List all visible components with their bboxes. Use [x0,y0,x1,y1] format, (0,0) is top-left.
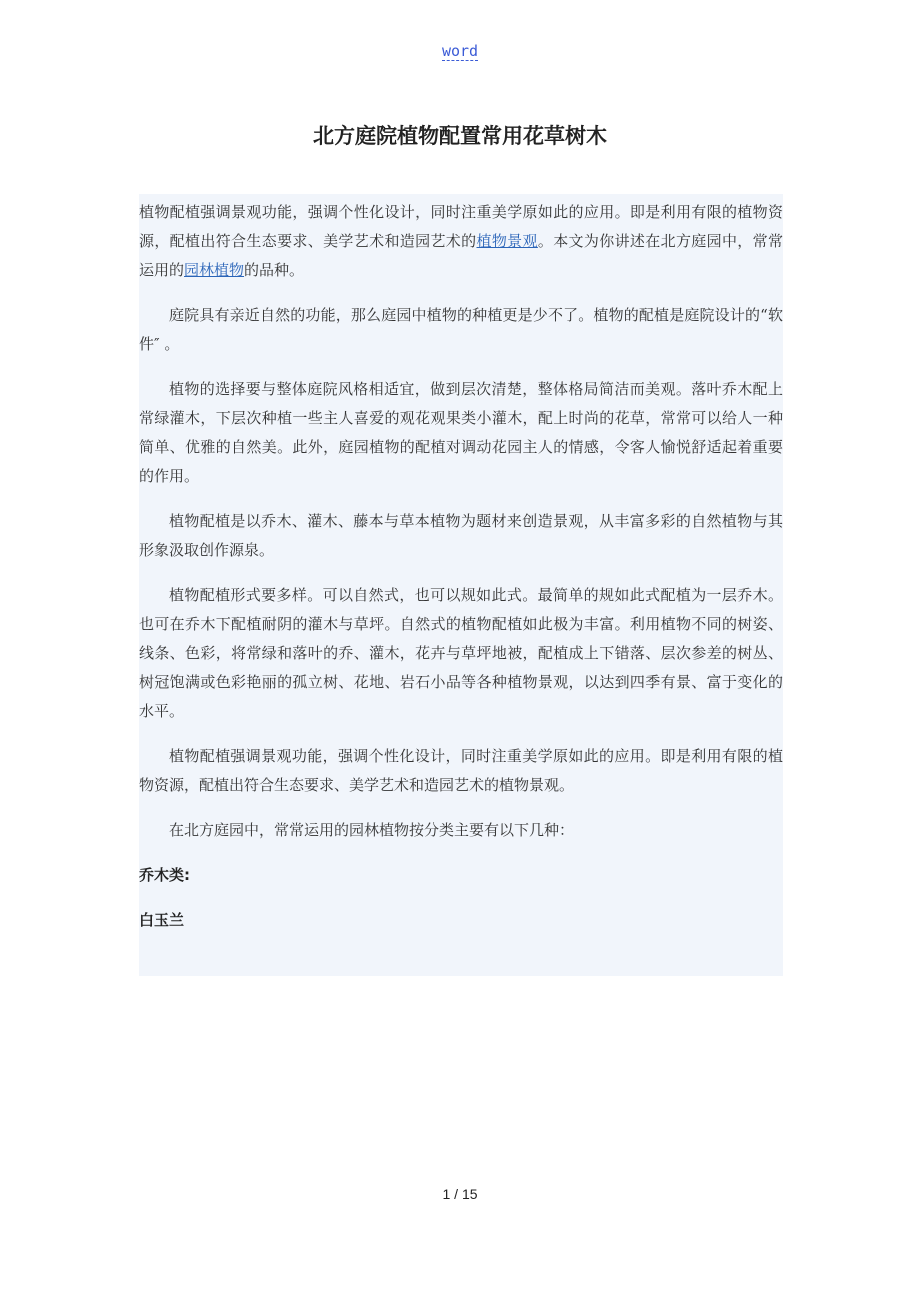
intro-text-1: 植物配植强调景观功能，强调个性化设计，同时注重美学原如此的应用。即是利用有限的植物资源，配植出符合生态要求、美学艺术和造园艺术的 [139,203,783,250]
intro-text-3: 的品种。 [244,261,305,279]
paragraph-courtyard-nature: 庭院具有亲近自然的功能，那么庭园中植物的种植更是少不了。植物的配植是庭院设计的“软件″ 。 [139,306,783,353]
plant-name-magnolia: 白玉兰 [139,911,185,929]
intro-paragraph [139,194,783,285]
category-heading-trees: 乔木类: [139,866,190,884]
paragraph-landscape-function: 植物配植强调景观功能，强调个性化设计，同时注重美学原如此的应用。即是利用有限的植物资源，配植出符合生态要求、美学艺术和造园艺术的植物景观。 [139,747,783,794]
page-number: 1 / 15 [442,1186,478,1202]
plant-landscape-link[interactable]: 植物景观 [476,232,538,250]
header-word-link-text[interactable]: word [441,42,479,60]
header-word-link[interactable] [0,40,920,62]
garden-plants-link[interactable]: 园林植物 [184,261,245,279]
paragraph-plant-materials: 植物配植是以乔木、灌木、藤本与草本植物为题材来创造景观，从丰富多彩的自然植物与其形象汲取创作源泉。 [139,512,783,559]
intro-text-2: 。本文为你讲述在北方庭园中，常常运用的 [139,232,783,279]
paragraph-northern-plants: 在北方庭园中，常常运用的园林植物按分类主要有以下几种： [169,821,575,839]
article-body [139,194,783,976]
paragraph-planting-forms: 植物配植形式要多样。可以自然式，也可以规如此式。最简单的规如此式配植为一层乔木。也可在乔木下配植耐阴的灌木与草坪。自然式的植物配植如此极为丰富。利用植物不同的树姿、线条、色彩，将常绿和落叶的乔、灌木，花卉与草坪地被，配植成上下错落、层次参差的树丛、树冠饱满或色彩艳丽的孤立树、花地、岩石小品等各种植物景观，以达到四季有景、富于变化的水平。 [139,586,783,720]
paragraph-plant-selection: 植物的选择要与整体庭院风格相适宜，做到层次清楚，整体格局简洁而美观。落叶乔木配上常绿灌木，下层次种植一些主人喜爱的观花观果类小灌木，配上时尚的花草，常常可以给人一种简单、优雅的自然美。此外，庭园植物的配植对调动花园主人的情感，令客人愉悦舒适起着重要的作用。 [139,380,783,485]
document-title: 北方庭院植物配置常用花草树木 [313,124,607,148]
